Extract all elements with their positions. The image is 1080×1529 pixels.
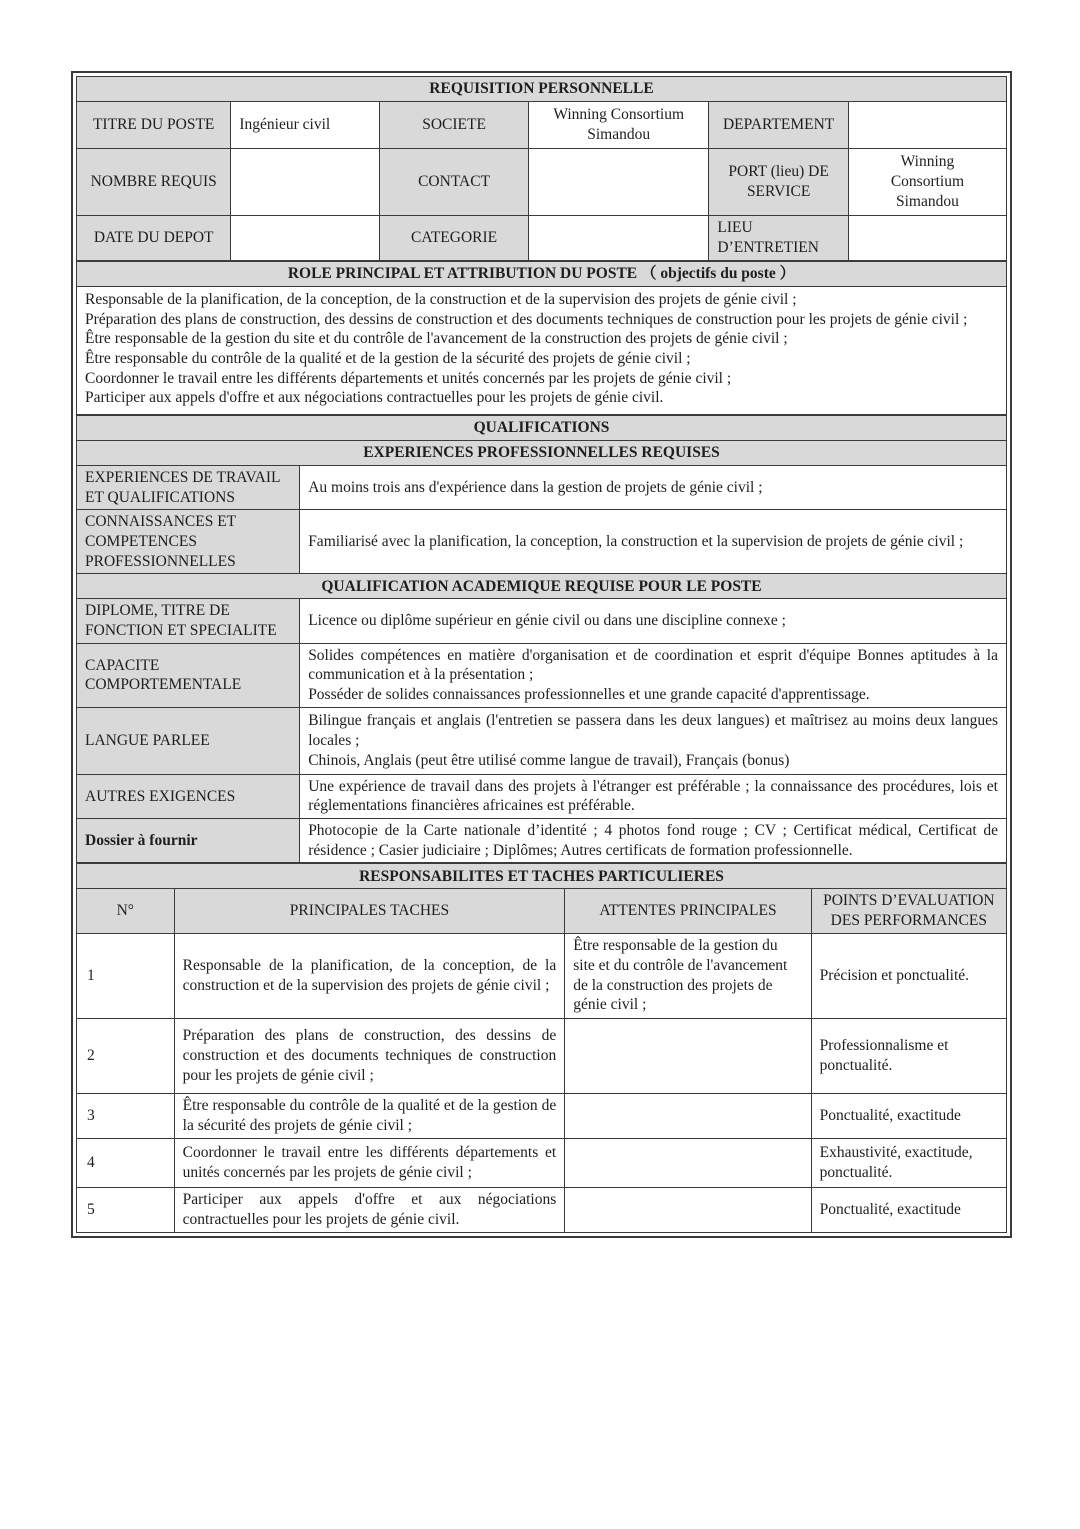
column-header-points: POINTS D’EVALUATION DES PERFORMANCES: [811, 889, 1006, 933]
port-lieu-service-value: Winning Consortium Simandou: [848, 149, 1006, 216]
contact-label: CONTACT: [380, 149, 529, 216]
categorie-label: CATEGORIE: [380, 216, 529, 261]
role-body-row: [77, 287, 1007, 415]
qualifications-title-row: [77, 416, 1007, 441]
societe-value: Winning Consortium Simandou: [528, 102, 708, 149]
expectation-cell: [565, 1187, 811, 1232]
academic-title-row: [77, 574, 1007, 599]
lieu-entretien-label: LIEU D’ENTRETIEN: [709, 216, 849, 261]
experiences-travail-label: EXPERIENCES DE TRAVAIL ET QUALIFICATIONS: [77, 466, 300, 510]
column-header-taches: PRINCIPALES TACHES: [174, 889, 565, 933]
table-row: [77, 1187, 1007, 1232]
contact-value: [528, 149, 708, 216]
info-row-date: [77, 216, 1007, 261]
table-row: [77, 466, 1007, 510]
row-number: 1: [77, 933, 175, 1018]
evaluation-cell: Précision et ponctualité.: [811, 933, 1006, 1018]
table-row: [77, 1018, 1007, 1093]
connaissances-value: Familiarisé avec la planification, la conception, la construction et la supervision de projets de génie civil ;: [300, 510, 1007, 574]
qualifications-title: QUALIFICATIONS: [77, 416, 1007, 441]
nombre-requis-value: [231, 149, 380, 216]
table-row: [77, 510, 1007, 574]
experience-title-row: [77, 441, 1007, 466]
capacite-label: CAPACITE COMPORTEMENTALE: [77, 643, 300, 707]
table-row: [77, 707, 1007, 774]
expectation-cell: [565, 1093, 811, 1138]
experience-section-title: EXPERIENCES PROFESSIONNELLES REQUISES: [77, 441, 1007, 466]
dossier-a-fournir-label: Dossier à fournir: [77, 819, 300, 863]
row-number: 5: [77, 1187, 175, 1232]
table-row: [77, 1138, 1007, 1187]
info-row-nombre: [77, 149, 1007, 216]
langue-parlee-value: Bilingue français et anglais (l'entretien se passera dans les deux langues) et maîtrisez au moins deux langues locales ; Chinois, Anglais (peut être utilisé comme langue de travail), Français (bonus): [300, 707, 1007, 774]
dossier-a-fournir-value: Photocopie de la Carte nationale d’identité ; 4 photos fond rouge ; CV ; Certificat médical, Certificat de résidence ; Casier judiciaire ; Diplômes; Autres certificats de formation professionnelle.: [300, 819, 1007, 863]
table-row: [77, 819, 1007, 863]
capacite-value: Solides compétences en matière d'organisation et de coordination et esprit d'équipe Bonnes aptitudes à la communication et à la présentation ; Posséder de solides connaissances professionnelles et une grande capacité d'apprentissage.: [300, 643, 1007, 707]
responsibilities-title-row: [77, 864, 1007, 889]
table-row: [77, 599, 1007, 643]
role-section: [76, 261, 1007, 415]
form-title-row: [77, 77, 1007, 102]
evaluation-cell: Ponctualité, exactitude: [811, 1093, 1006, 1138]
info-table: [76, 76, 1007, 261]
role-line: Préparation des plans de construction, des dessins de construction et des documents techniques de construction pour les projets de génie civil ;: [85, 310, 968, 328]
langue-parlee-label: LANGUE PARLEE: [77, 707, 300, 774]
categorie-value: [528, 216, 708, 261]
task-cell: Participer aux appels d'offre et aux négociations contractuelles pour les projets de génie civil.: [174, 1187, 565, 1232]
lieu-entretien-value: [848, 216, 1006, 261]
table-row: [77, 933, 1007, 1018]
responsibilities-table: [76, 863, 1007, 1232]
row-number: 3: [77, 1093, 175, 1138]
societe-label: SOCIETE: [380, 102, 529, 149]
date-du-depot-value: [231, 216, 380, 261]
diplome-value: Licence ou diplôme supérieur en génie civil ou dans une discipline connexe ;: [300, 599, 1007, 643]
task-cell: Être responsable du contrôle de la qualité et de la gestion de la sécurité des projets de génie civil ;: [174, 1093, 565, 1138]
role-line: Être responsable de la gestion du site et du contrôle de l'avancement de la construction des projets de génie civil ;: [85, 330, 788, 348]
column-header-num: N°: [77, 889, 175, 933]
experiences-travail-value: Au moins trois ans d'expérience dans la gestion de projets de génie civil ;: [300, 466, 1007, 510]
role-section-title: ROLE PRINCIPAL ET ATTRIBUTION DU POSTE （ objectifs du poste ）: [77, 262, 1007, 287]
qualifications-section: [76, 415, 1007, 863]
autres-exigences-value: Une expérience de travail dans des projets à l'étranger est préférable ; la connaissance des procédures, lois et réglementations financières africaines est préférable.: [300, 774, 1007, 818]
departement-value: [848, 102, 1006, 149]
row-number: 2: [77, 1018, 175, 1093]
role-line: Être responsable du contrôle de la qualité et de la gestion de la sécurité des projets de génie civil ;: [85, 350, 691, 368]
role-title-row: [77, 262, 1007, 287]
role-line: Coordonner le travail entre les différents départements et unités concernés par les projets de génie civil ;: [85, 369, 732, 387]
form-title: REQUISITION PERSONNELLE: [77, 77, 1007, 102]
role-line: Participer aux appels d'offre et aux négociations contractuelles pour les projets de génie civil.: [85, 389, 664, 407]
table-row: [77, 774, 1007, 818]
role-line: Responsable de la planification, de la conception, de la construction et de la supervision des projets de génie civil ;: [85, 291, 797, 308]
row-number: 4: [77, 1138, 175, 1187]
table-row: [77, 1093, 1007, 1138]
expectation-cell: Être responsable de la gestion du site et du contrôle de l'avancement de la construction des projets de génie civil ;: [565, 933, 811, 1018]
diplome-label: DIPLOME, TITRE DE FONCTION ET SPECIALITE: [77, 599, 300, 643]
requisition-form: [71, 71, 1012, 1238]
evaluation-cell: Ponctualité, exactitude: [811, 1187, 1006, 1232]
titre-du-poste-label: TITRE DU POSTE: [77, 102, 231, 149]
expectation-cell: [565, 1018, 811, 1093]
evaluation-cell: Exhaustivité, exactitude, ponctualité.: [811, 1138, 1006, 1187]
titre-du-poste-value: Ingénieur civil: [231, 102, 380, 149]
task-cell: Responsable de la planification, de la conception, de la construction et de la supervision des projets de génie civil ;: [174, 933, 565, 1018]
nombre-requis-label: NOMBRE REQUIS: [77, 149, 231, 216]
role-paragraph: [77, 287, 1007, 415]
port-lieu-service-label: PORT (lieu) DE SERVICE: [709, 149, 849, 216]
connaissances-label: CONNAISSANCES ET COMPETENCES PROFESSIONNELLES: [77, 510, 300, 574]
evaluation-cell: Professionnalisme et ponctualité.: [811, 1018, 1006, 1093]
table-row: [77, 643, 1007, 707]
column-header-attentes: ATTENTES PRINCIPALES: [565, 889, 811, 933]
task-cell: Préparation des plans de construction, des dessins de construction et des documents techniques de construction pour les projets de génie civil ;: [174, 1018, 565, 1093]
info-row-titre: [77, 102, 1007, 149]
departement-label: DEPARTEMENT: [709, 102, 849, 149]
responsibilities-header-row: [77, 889, 1007, 933]
task-cell: Coordonner le travail entre les différents départements et unités concernés par les projets de génie civil ;: [174, 1138, 565, 1187]
responsibilities-title: RESPONSABILITES ET TACHES PARTICULIERES: [77, 864, 1007, 889]
expectation-cell: [565, 1138, 811, 1187]
autres-exigences-label: AUTRES EXIGENCES: [77, 774, 300, 818]
date-du-depot-label: DATE DU DEPOT: [77, 216, 231, 261]
academic-section-title: QUALIFICATION ACADEMIQUE REQUISE POUR LE POSTE: [77, 574, 1007, 599]
